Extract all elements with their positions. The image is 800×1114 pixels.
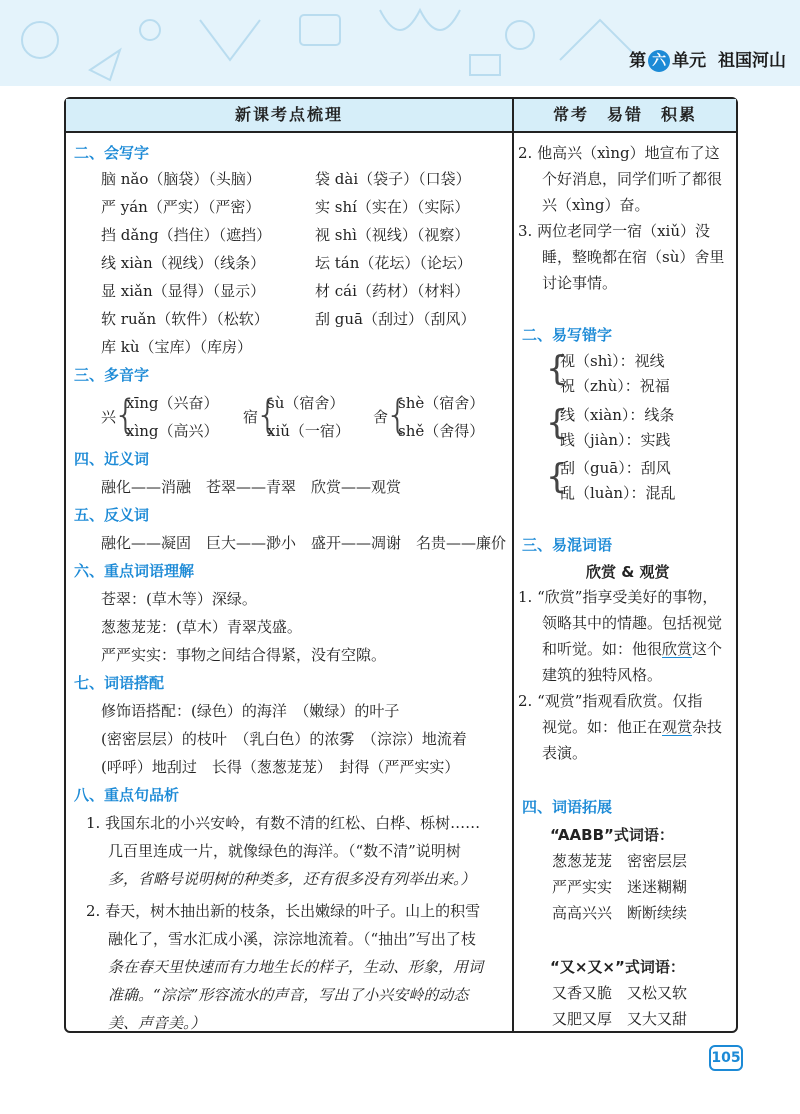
collocation-line: (呼呼）地刮过 长得（葱葱茏茏） 封得（严严实实） [101, 758, 460, 776]
section-sentence-analysis: 八、重点句品析 [74, 786, 180, 804]
sentence-line: 2. 春天，树木抽出新的枝条，长出嫩绿的叶子。山上的积雪 [86, 902, 481, 920]
brace-icon: { [113, 392, 139, 438]
column-divider [512, 97, 514, 1033]
write-char-item: 材 cái（药材）（材料） [315, 282, 470, 300]
write-char-item: 袋 dài（袋子）（口袋） [315, 170, 471, 188]
write-char-item: 软 ruǎn（软件）（松软） [101, 310, 269, 328]
write-char-item: 挡 dǎng（挡住）（遮挡） [101, 226, 272, 244]
section-word-meaning: 六、重点词语理解 [74, 562, 195, 580]
word-meaning-item: 严严实实：事物之间结合得紧，没有空隙。 [101, 646, 387, 664]
polyphone-reading: sù（宿舍） [267, 394, 345, 412]
right-column-heading: 常考 易错 积累 [514, 99, 736, 133]
confuse-line: 2. “观赏”指观看欣赏。仅指 [518, 692, 703, 710]
write-char-item: 实 shí（实在）（实际） [315, 198, 470, 216]
polyphone-reading: xiǔ（一宿） [267, 422, 350, 440]
section-collocation: 七、词语搭配 [74, 674, 165, 692]
highlight-word: 观赏 [662, 718, 693, 736]
sentence-note: 多，省略号说明树的种类多，还有很多没有列举出来。） [108, 870, 476, 888]
miswrite-item: 线（xiàn）：线条 [560, 406, 675, 424]
antonym-list: 融化——凝固 巨大——渺小 盛开——凋谢 名贵——廉价 [101, 534, 507, 552]
confuse-line [542, 716, 722, 737]
science-doodle-icon [0, 0, 800, 86]
sentence-line: 几百里连成一片，就像绿色的海洋。（“数不清”说明树 [108, 842, 461, 860]
page-number: 105 [709, 1045, 743, 1071]
synonym-list: 融化——消融 苍翠——青翠 欣赏——观赏 [101, 478, 402, 496]
collocation-line: 修饰语搭配：(绿色）的海洋 （嫩绿）的叶子 [101, 702, 400, 720]
section-word-expansion: 四、词语拓展 [522, 798, 613, 816]
header-banner [0, 0, 800, 86]
sentence-line: 融化了，雪水汇成小溪，淙淙地流着。（“抽出”写出了枝 [108, 930, 476, 948]
example-line: 兴（xìng）奋。 [542, 196, 650, 214]
example-line: 个好消息，同学们听了都很 [542, 170, 723, 188]
write-char-item: 严 yán（严实）（严密） [101, 198, 261, 216]
polyphone-reading: shè（宿舍） [398, 394, 485, 412]
write-char-item: 显 xiǎn（显得）（显示） [101, 282, 266, 300]
unit-name: 祖国河山 [718, 51, 786, 71]
write-char-item: 库 kù（宝库）（库房） [101, 338, 253, 356]
confuse-text: 和听觉。如：他很 [542, 640, 663, 658]
confuse-line: 1. “欣赏”指享受美好的事物， [518, 588, 718, 606]
write-char-item: 坛 tán（花坛）（论坛） [315, 254, 472, 272]
miswrite-item: 视（shì）：视线 [560, 352, 665, 370]
section-write-chars: 二、会写字 [74, 144, 150, 162]
aabb-title: “AABB”式词语： [550, 826, 674, 844]
aabb-line: 高高兴兴 断断续续 [552, 904, 688, 922]
write-char-item: 视 shì（视线）（视察） [315, 226, 470, 244]
section-synonyms: 四、近义词 [74, 450, 150, 468]
unit-prefix: 第 [629, 51, 647, 71]
yx-line: 又肥又厚 又大又甜 [552, 1010, 688, 1028]
polyphone-char: 宿 [243, 408, 259, 426]
confuse-line: 建筑的独特风格。 [542, 666, 663, 684]
confuse-line: 领略其中的情趣。包括视觉 [542, 614, 723, 632]
brace-icon: { [546, 457, 568, 497]
confuse-title: 欣赏 & 观赏 [586, 563, 670, 581]
brace-icon: { [546, 403, 568, 443]
write-char-item: 脑 nǎo（脑袋）（头脑） [101, 170, 261, 188]
section-easy-miswrite: 二、易写错字 [522, 326, 613, 344]
sentence-note: 条在春天里快速而有力地生长的样子，生动、形象，用词 [108, 958, 484, 976]
example-line: 讨论事情。 [542, 274, 618, 292]
section-antonyms: 五、反义词 [74, 506, 150, 524]
confuse-text: 这个 [692, 640, 723, 658]
brace-icon: { [255, 392, 281, 438]
word-meaning-item: 葱葱茏茏：(草木）青翠茂盛。 [101, 618, 302, 636]
brace-icon: { [546, 349, 568, 389]
example-line: 睡，整晚都在宿（sù）舍里 [542, 248, 725, 266]
brace-icon: { [385, 392, 411, 438]
highlight-word: 欣赏 [662, 640, 693, 658]
example-line: 2. 他高兴（xìng）地宣布了这 [518, 144, 720, 162]
write-char-item: 线 xiàn（视线）（线条） [101, 254, 266, 272]
yx-line: 又香又脆 又松又软 [552, 984, 688, 1002]
unit-title [629, 46, 786, 72]
section-easy-confuse: 三、易混词语 [522, 536, 613, 554]
aabb-line: 严严实实 迷迷糊糊 [552, 878, 688, 896]
miswrite-item: 刮（guā）：刮风 [560, 459, 671, 477]
confuse-line [542, 638, 722, 659]
polyphone-reading: xīng（兴奋） [126, 394, 219, 412]
write-char-item: 刮 guā（刮过）（刮风） [315, 310, 476, 328]
unit-suffix: 单元 [672, 51, 707, 71]
word-meaning-item: 苍翠：(草木等）深绿。 [101, 590, 257, 608]
confuse-text: 视觉。如：他正在 [542, 718, 663, 736]
sentence-line: 1. 我国东北的小兴安岭，有数不清的红松、白桦、栎树…… [86, 814, 481, 832]
miswrite-item: 乱（luàn）：混乱 [560, 484, 676, 502]
left-column-heading: 新课考点梳理 [66, 99, 512, 133]
confuse-line: 表演。 [542, 744, 588, 762]
polyphone-char: 舍 [373, 408, 389, 426]
polyphone-reading: shě（舍得） [398, 422, 485, 440]
sentence-note: 准确。“淙淙”形容流水的声音，写出了小兴安岭的动态 [108, 986, 469, 1004]
sentence-note: 美、声音美。） [108, 1014, 206, 1032]
example-line: 3. 两位老同学一宿（xiǔ）没 [518, 222, 710, 240]
confuse-text: 杂技 [692, 718, 723, 736]
miswrite-item: 祝（zhù）：祝福 [560, 377, 670, 395]
unit-number-badge: 六 [648, 50, 670, 72]
section-polyphones: 三、多音字 [74, 366, 150, 384]
polyphone-reading: xìng（高兴） [126, 422, 219, 440]
collocation-line: (密密层层）的枝叶 （乳白色）的浓雾 （淙淙）地流着 [101, 730, 467, 748]
polyphone-char: 兴 [101, 408, 117, 426]
yx-title: “又×又×”式词语： [550, 958, 685, 976]
aabb-line: 葱葱茏茏 密密层层 [552, 852, 688, 870]
miswrite-item: 践（jiàn）：实践 [560, 431, 671, 449]
